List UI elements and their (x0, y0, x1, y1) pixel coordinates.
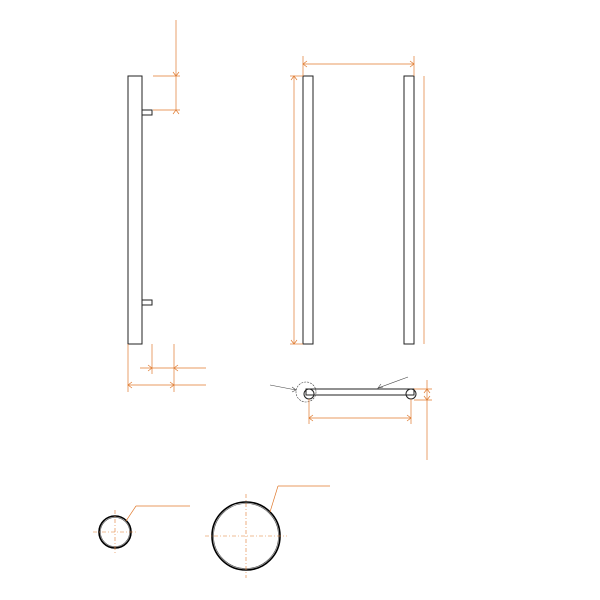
top-view (270, 377, 432, 460)
front-view (290, 56, 424, 344)
section-a (93, 506, 190, 554)
side-view (128, 20, 206, 392)
front-right-upright (404, 76, 414, 344)
wall-bracket-top (142, 110, 152, 115)
front-left-upright (303, 76, 313, 344)
side-vertical-tube (128, 76, 142, 344)
section-b (205, 486, 330, 578)
wall-bracket-bottom (142, 300, 152, 305)
top-bar (306, 389, 414, 395)
